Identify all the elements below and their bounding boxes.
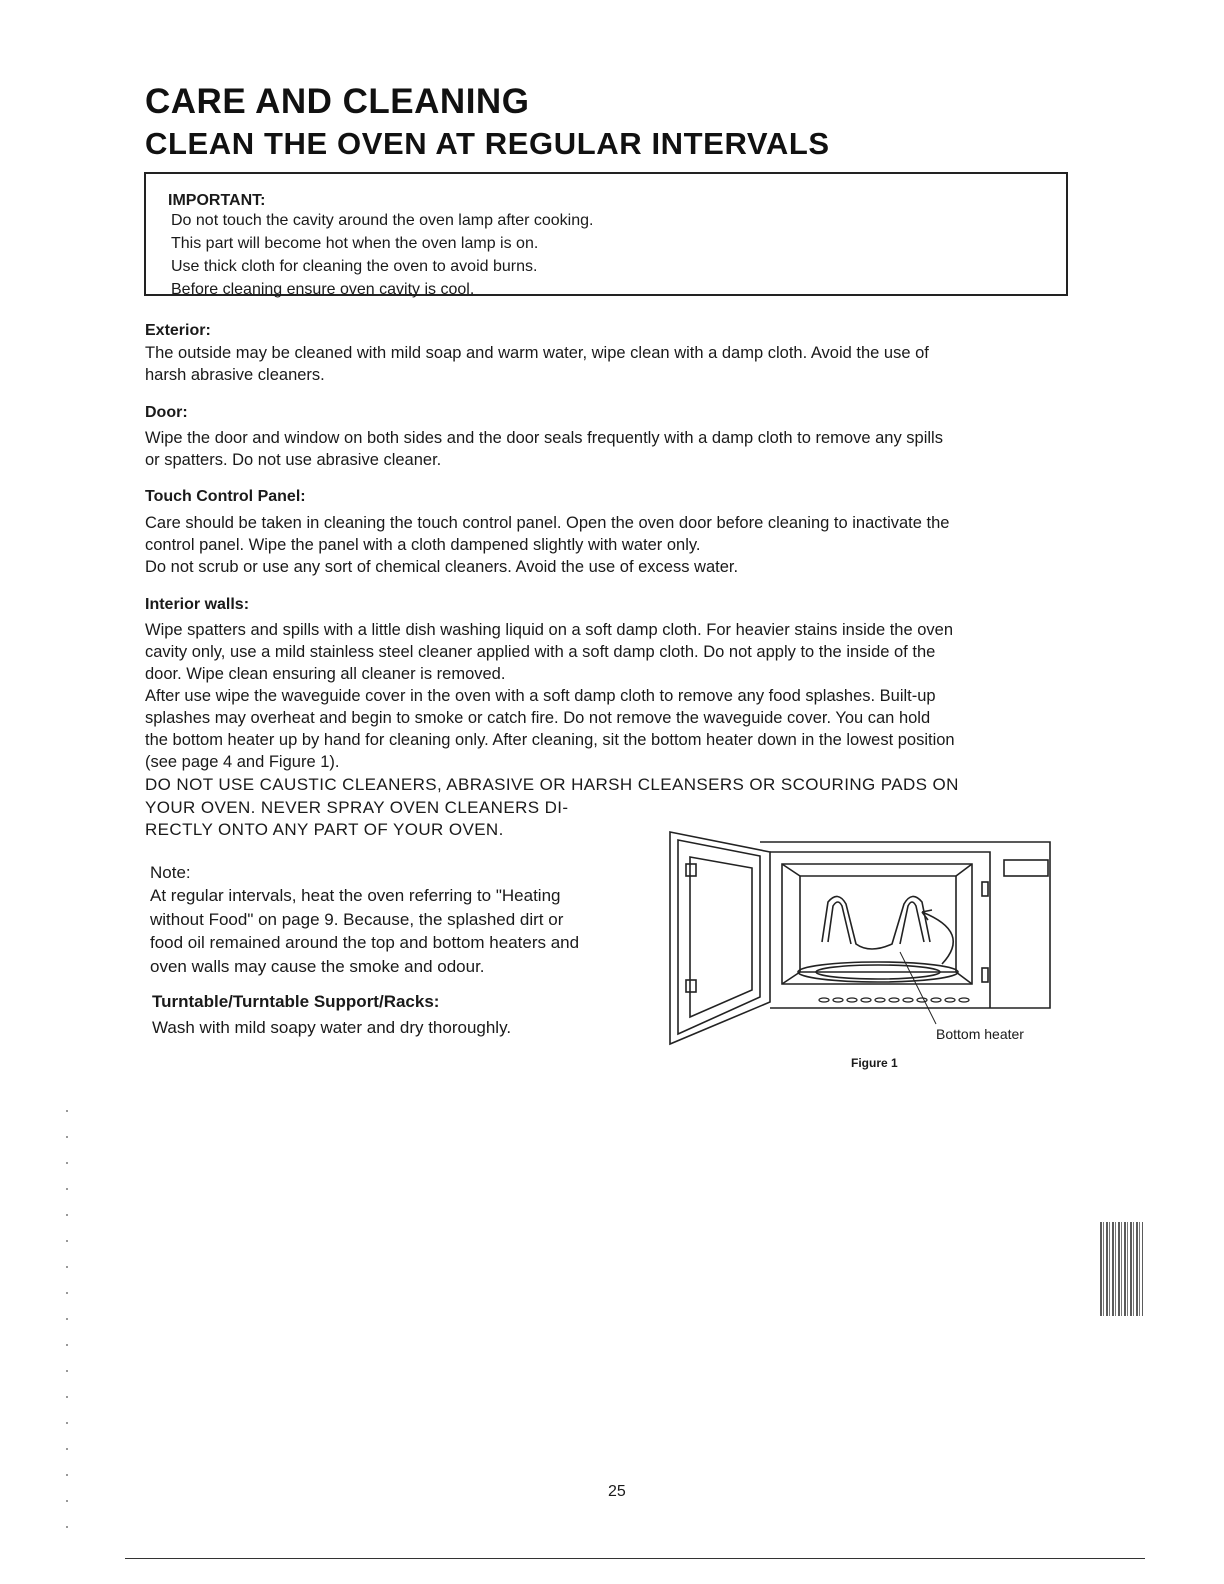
paragraph-line: cavity only, use a mild stainless steel cleaner applied with a soft damp cloth. Do not apply to the inside of the [145, 643, 936, 661]
touch-panel-text [145, 512, 949, 578]
important-line: This part will become hot when the oven lamp is on. [171, 235, 539, 252]
page-title: CARE AND CLEANING [145, 82, 530, 121]
caution-line: DO NOT USE CAUSTIC CLEANERS, ABRASIVE OR HARSH CLEANSERS OR SCOURING PADS ON [145, 775, 959, 794]
paragraph-line: Do not scrub or use any sort of chemical cleaners. Avoid the use of excess water. [145, 558, 739, 576]
paragraph-line: Wipe spatters and spills with a little dish washing liquid on a soft damp cloth. For heavier stains inside the oven [145, 621, 954, 639]
paragraph-line: or spatters. Do not use abrasive cleaner. [145, 451, 442, 469]
important-line: Use thick cloth for cleaning the oven to avoid burns. [171, 258, 538, 275]
paragraph-line: At regular intervals, heat the oven referring to "Heating [150, 886, 561, 905]
turntable-heading: Turntable/Turntable Support/Racks: [152, 992, 440, 1011]
interior-text [145, 619, 955, 773]
note-text [150, 884, 579, 978]
touch-panel-heading: Touch Control Panel: [145, 488, 306, 505]
paragraph-line: (see page 4 and Figure 1). [145, 753, 340, 771]
bottom-rule [125, 1558, 1145, 1559]
paragraph-line: without Food" on page 9. Because, the splashed dirt or [150, 909, 564, 929]
bottom-heater-callout: Bottom heater [936, 1026, 1024, 1042]
figure-caption: Figure 1 [851, 1056, 898, 1070]
paragraph-line: oven walls may cause the smoke and odour. [150, 956, 485, 976]
note-heading: Note: [150, 863, 191, 882]
important-line: Before cleaning ensure oven cavity is cool. [171, 281, 475, 298]
interior-heading: Interior walls: [145, 596, 250, 613]
paragraph-line: Wash with mild soapy water and dry thoroughly. [152, 1018, 512, 1037]
important-notice-box [144, 172, 1068, 296]
paragraph-line: the bottom heater up by hand for cleaning only. After cleaning, sit the bottom heater down in the lowest position [145, 731, 955, 749]
paragraph-line: The outside may be cleaned with mild soap and warm water, wipe clean with a damp cloth. Avoid the use of [145, 344, 929, 362]
turntable-text [152, 1016, 511, 1040]
paragraph-line: Care should be taken in cleaning the touch control panel. Open the oven door before cleaning to inactivate the [145, 514, 950, 532]
caution-line: YOUR OVEN. NEVER SPRAY OVEN CLEANERS DI- [145, 797, 569, 817]
important-line: Do not touch the cavity around the oven lamp after cooking. [171, 212, 594, 229]
paragraph-line: control panel. Wipe the panel with a cloth dampened slightly with water only. [145, 536, 701, 554]
door-text [145, 427, 943, 471]
exterior-text [145, 342, 929, 386]
caution-line: RECTLY ONTO ANY PART OF YOUR OVEN. [145, 820, 504, 839]
paragraph-line: splashes may overheat and begin to smoke or catch fire. Do not remove the waveguide cover. You can hold [145, 709, 931, 727]
door-heading: Door: [145, 404, 188, 421]
paragraph-line: Wipe the door and window on both sides and the door seals frequently with a damp cloth to remove any spills [145, 429, 943, 447]
paragraph-line: After use wipe the waveguide cover in the oven with a soft damp cloth to remove any food splashes. Built-up [145, 687, 936, 705]
page-number: 25 [608, 1483, 626, 1500]
paragraph-line: door. Wipe clean ensuring all cleaner is removed. [145, 665, 506, 683]
exterior-heading: Exterior: [145, 322, 211, 339]
binding-edge-marks [66, 1110, 68, 1550]
scan-barcode-mark [1100, 1222, 1143, 1316]
page-subtitle: CLEAN THE OVEN AT REGULAR INTERVALS [145, 126, 830, 161]
important-heading: IMPORTANT: [168, 192, 266, 209]
paragraph-line: harsh abrasive cleaners. [145, 366, 325, 384]
paragraph-line: food oil remained around the top and bottom heaters and [150, 933, 580, 952]
microwave-oven-illustration [660, 812, 1060, 1052]
